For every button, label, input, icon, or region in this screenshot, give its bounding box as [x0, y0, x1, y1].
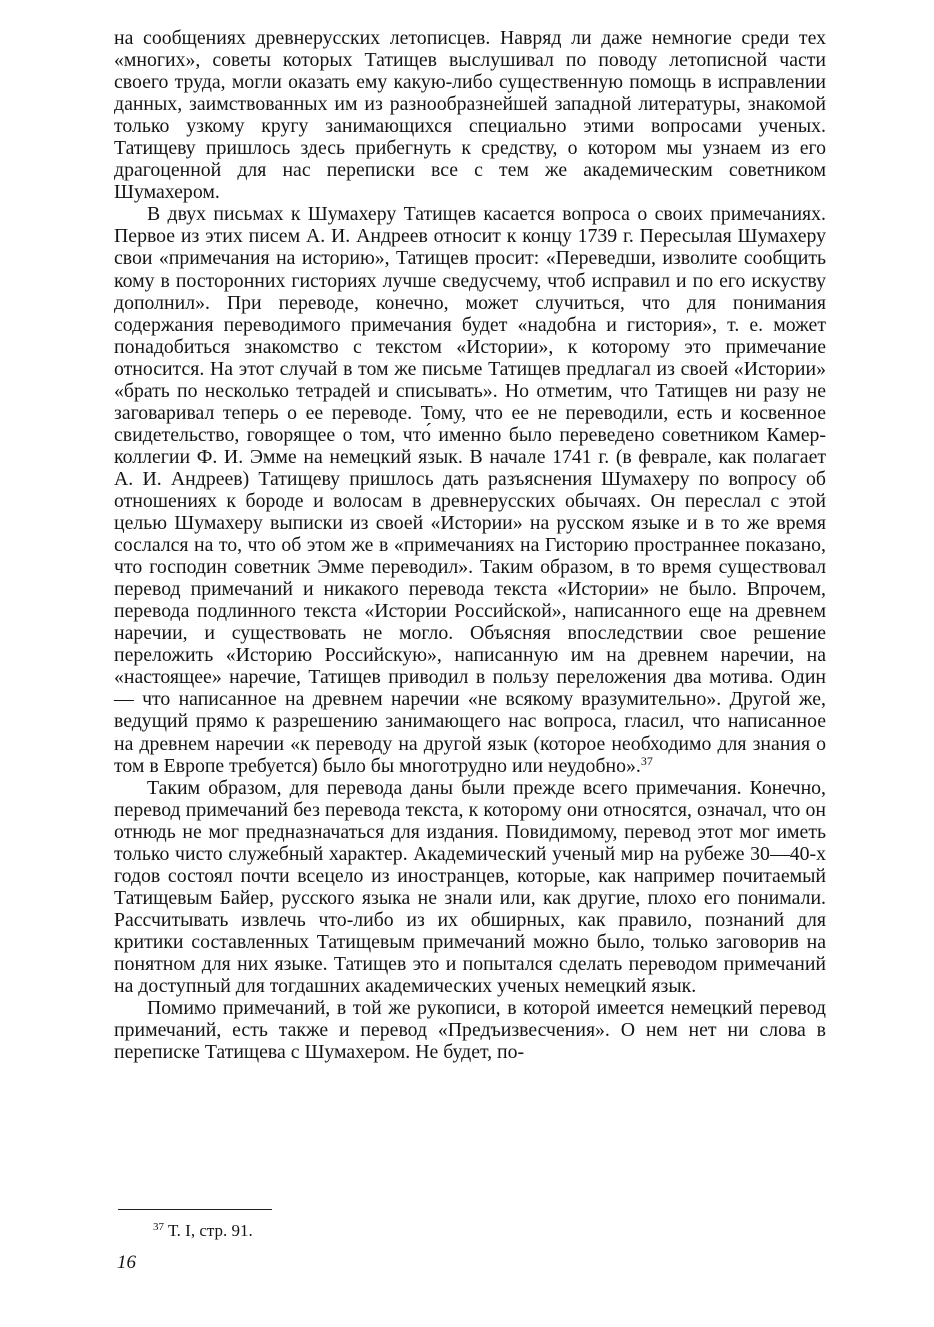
paragraph-2 — [114, 203, 826, 776]
main-text — [114, 27, 826, 1063]
paragraph-3: Таким образом, для перевода даны были прежде всего примечания. Конечно, перевод примечаний без перевода текста, к которому они относятся, означал, что он отнюдь не мог предназначаться для издания. Повидимому, перевод этот мог иметь только чисто служебный характер. Академический ученый мир на рубеже 30—40-х годов состоял почти всецело из иностранцев, которые, как например почитаемый Татищевым Байер, русского языка не знали или, как другие, плохо его понимали. Рассчитывать извлечь что-либо из их обширных, как правило, познаний для критики составленных Татищевым примечаний можно было, только заговорив на понятном для них языке. Татищев это и попытался сделать переводом примечаний на доступный для тогдашних академических ученых немецкий язык. — [114, 776, 826, 998]
paragraph-2-text: В двух письмах к Шумахеру Татищев касается вопроса о своих примечаниях. Первое из этих писем А. И. Андреев относит к концу 1739 г. Пересылая Шумахеру свои «примечания на историю», Татищев просит: «Переведши, изволите сообщить кому в посторонних гисториях лучше сведусчему, чтоб исправил и по его искуству дополнил». При переводе, конечно, может случиться, что для понимания содержания переводимого примечания будет «надобна и гистория», т. е. может понадобиться знакомство с текстом «Истории», к которому это примечание относится. На этот случай в том же письме Татищев предлагал из своей «Истории» «брать по несколько тетрадей и списывать». Но отметим, что Татищев ни разу не заговаривал теперь о ее переводе. Тому, что ее не переводили, есть и косвенное свидетельство, говорящее о том, что́ именно было переведено советником Камер-коллегии Ф. И. Эмме на немецкий язык. В начале 1741 г. (в феврале, как полагает А. И. Андреев) Татищеву пришлось дать разъяснения Шумахеру по вопросу об отношениях к бороде и волосам в древнерусских обычаях. Он переслал с этой целью Шумахеру выписки из своей «Истории» на русском языке и в то же время сослался на то, что об этом же в «примечаниях на Гисторию пространнее показано, что господин советник Эмме переводил». Таким образом, в то время существовал перевод примечаний и никакого перевода текста «Истории» не было. Впрочем, перевода подлинного текста «Истории Российской», написанного еще на древнем наречии, и существовать не могло. Объясняя впоследствии свое решение переложить «Историю Российскую», написанную им на древнем наречии, на «настоящее» наречие, Татищев приводил в пользу переложения два мотива. Один — что написанное на древнем наречии «не всякому вразумительно». Другой же, ведущий прямо к разрешению занимающего нас вопроса, гласил, что написанное на древнем наречии «к переводу на другой язык (которое необходимо для знания о том в Европе требуется) было бы многотрудно или неудобно». — [114, 203, 826, 777]
page-number: 16 — [117, 1252, 136, 1273]
paragraph-1: на сообщениях древнерусских летописцев. Навряд ли даже немногие среди тех «многих», советы которых Татищев выслушивал по поводу летописной части своего труда, могли оказать ему какую-либо существенную помощь в исправлении данных, заимствованных им из разнообразнейшей западной литературы, знакомой только узкому кругу занимающихся специально этими вопросами ученых. Татищеву пришлось здесь прибегнуть к средству, о котором мы узнаем из его драгоценной для нас переписки все с тем же академическим советником Шумахером. — [114, 27, 826, 204]
footnote-mark: 37 — [153, 1221, 164, 1233]
footnote-reference[interactable]: 37 — [640, 753, 653, 768]
footnote — [153, 1221, 253, 1241]
footnote-divider — [118, 1209, 272, 1210]
footnote-text: Т. I, стр. 91. — [168, 1221, 253, 1240]
paragraph-4: Помимо примечаний, в той же рукописи, в которой имеется немецкий перевод примечаний, есть также и перевод «Предъизвесчения». О нем нет ни слова в переписке Татищева с Шумахером. Не будет, по- — [114, 997, 826, 1064]
